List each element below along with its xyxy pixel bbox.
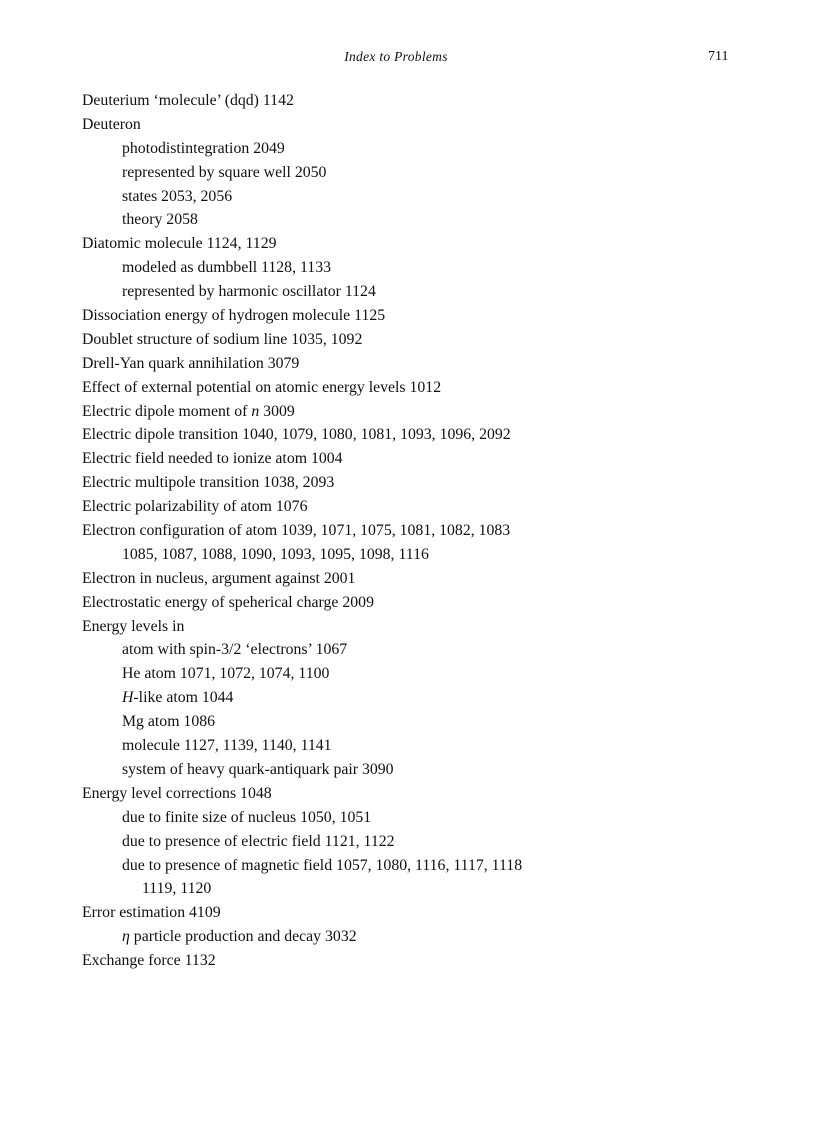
index-entry: Dissociation energy of hydrogen molecule 1125 <box>82 307 386 325</box>
index-entry: Doublet structure of sodium line 1035, 1092 <box>82 330 363 348</box>
index-entry: Electron configuration of atom 1039, 1071, 1075, 1081, 1082, 1083 <box>82 522 511 540</box>
index-subentry: due to finite size of nucleus 1050, 1051 <box>122 808 372 826</box>
index-entry: Electrostatic energy of speherical charge 2009 <box>82 593 374 611</box>
index-subentry: due to presence of electric field 1121, 1122 <box>122 832 395 850</box>
index-subentry: Mg atom 1086 <box>122 713 216 731</box>
index-subentry: due to presence of magnetic field 1057, 1080, 1116, 1117, 1118 <box>122 856 523 874</box>
index-entry: Deuteron <box>82 115 141 133</box>
index-entry: Electric multipole transition 1038, 2093 <box>82 474 335 492</box>
index-entry: Energy level corrections 1048 <box>82 784 272 802</box>
entry-text-post: particle production and decay 3032 <box>129 928 357 946</box>
entry-italic-symbol: n <box>251 402 260 420</box>
index-list <box>82 89 762 973</box>
index-subentry: photodistintegration 2049 <box>122 139 285 157</box>
index-subentry: atom with spin-3/2 ‘electrons’ 1067 <box>122 641 348 659</box>
running-title: Index to Problems <box>344 49 448 64</box>
index-subentry: molecule 1127, 1139, 1140, 1141 <box>122 737 332 755</box>
entry-italic-symbol: H <box>122 689 134 707</box>
index-subentry: states 2053, 2056 <box>122 187 233 205</box>
index-entry: Drell-Yan quark annihilation 3079 <box>82 354 300 372</box>
entry-italic-symbol: η <box>122 928 130 946</box>
index-entry: Error estimation 4109 <box>82 904 221 922</box>
index-subentry: represented by square well 2050 <box>122 163 327 181</box>
index-subentry: modeled as dumbbell 1128, 1133 <box>122 259 331 277</box>
index-entry: Exchange force 1132 <box>82 952 216 970</box>
index-subentry <box>82 686 762 710</box>
index-entry: Effect of external potential on atomic energy levels 1012 <box>82 378 442 396</box>
entry-text-post: 3009 <box>259 402 295 420</box>
running-head <box>0 49 816 69</box>
index-entry: Electric polarizability of atom 1076 <box>82 498 308 516</box>
index-subentry <box>82 925 762 949</box>
index-subentry: He atom 1071, 1072, 1074, 1100 <box>122 665 330 683</box>
index-subentry: 1085, 1087, 1088, 1090, 1093, 1095, 1098, 1116 <box>122 545 429 563</box>
index-subentry: 1119, 1120 <box>142 880 212 898</box>
index-entry: Electric dipole transition 1040, 1079, 1080, 1081, 1093, 1096, 2092 <box>82 426 511 444</box>
index-entry: Electric field needed to ionize atom 1004 <box>82 450 343 468</box>
entry-text-pre: Electric dipole moment of <box>82 402 252 420</box>
index-entry <box>82 400 762 424</box>
entry-text-post: -like atom 1044 <box>133 689 234 707</box>
page-number: 711 <box>708 49 729 64</box>
index-subentry: system of heavy quark-antiquark pair 3090 <box>122 760 394 778</box>
index-subentry: theory 2058 <box>122 211 198 229</box>
index-entry: Electron in nucleus, argument against 2001 <box>82 569 356 587</box>
index-entry: Energy levels in <box>82 617 185 635</box>
index-entry: Deuterium ‘molecule’ (dqd) 1142 <box>82 92 294 109</box>
index-subentry: represented by harmonic oscillator 1124 <box>122 283 376 301</box>
index-entry: Diatomic molecule 1124, 1129 <box>82 235 277 253</box>
